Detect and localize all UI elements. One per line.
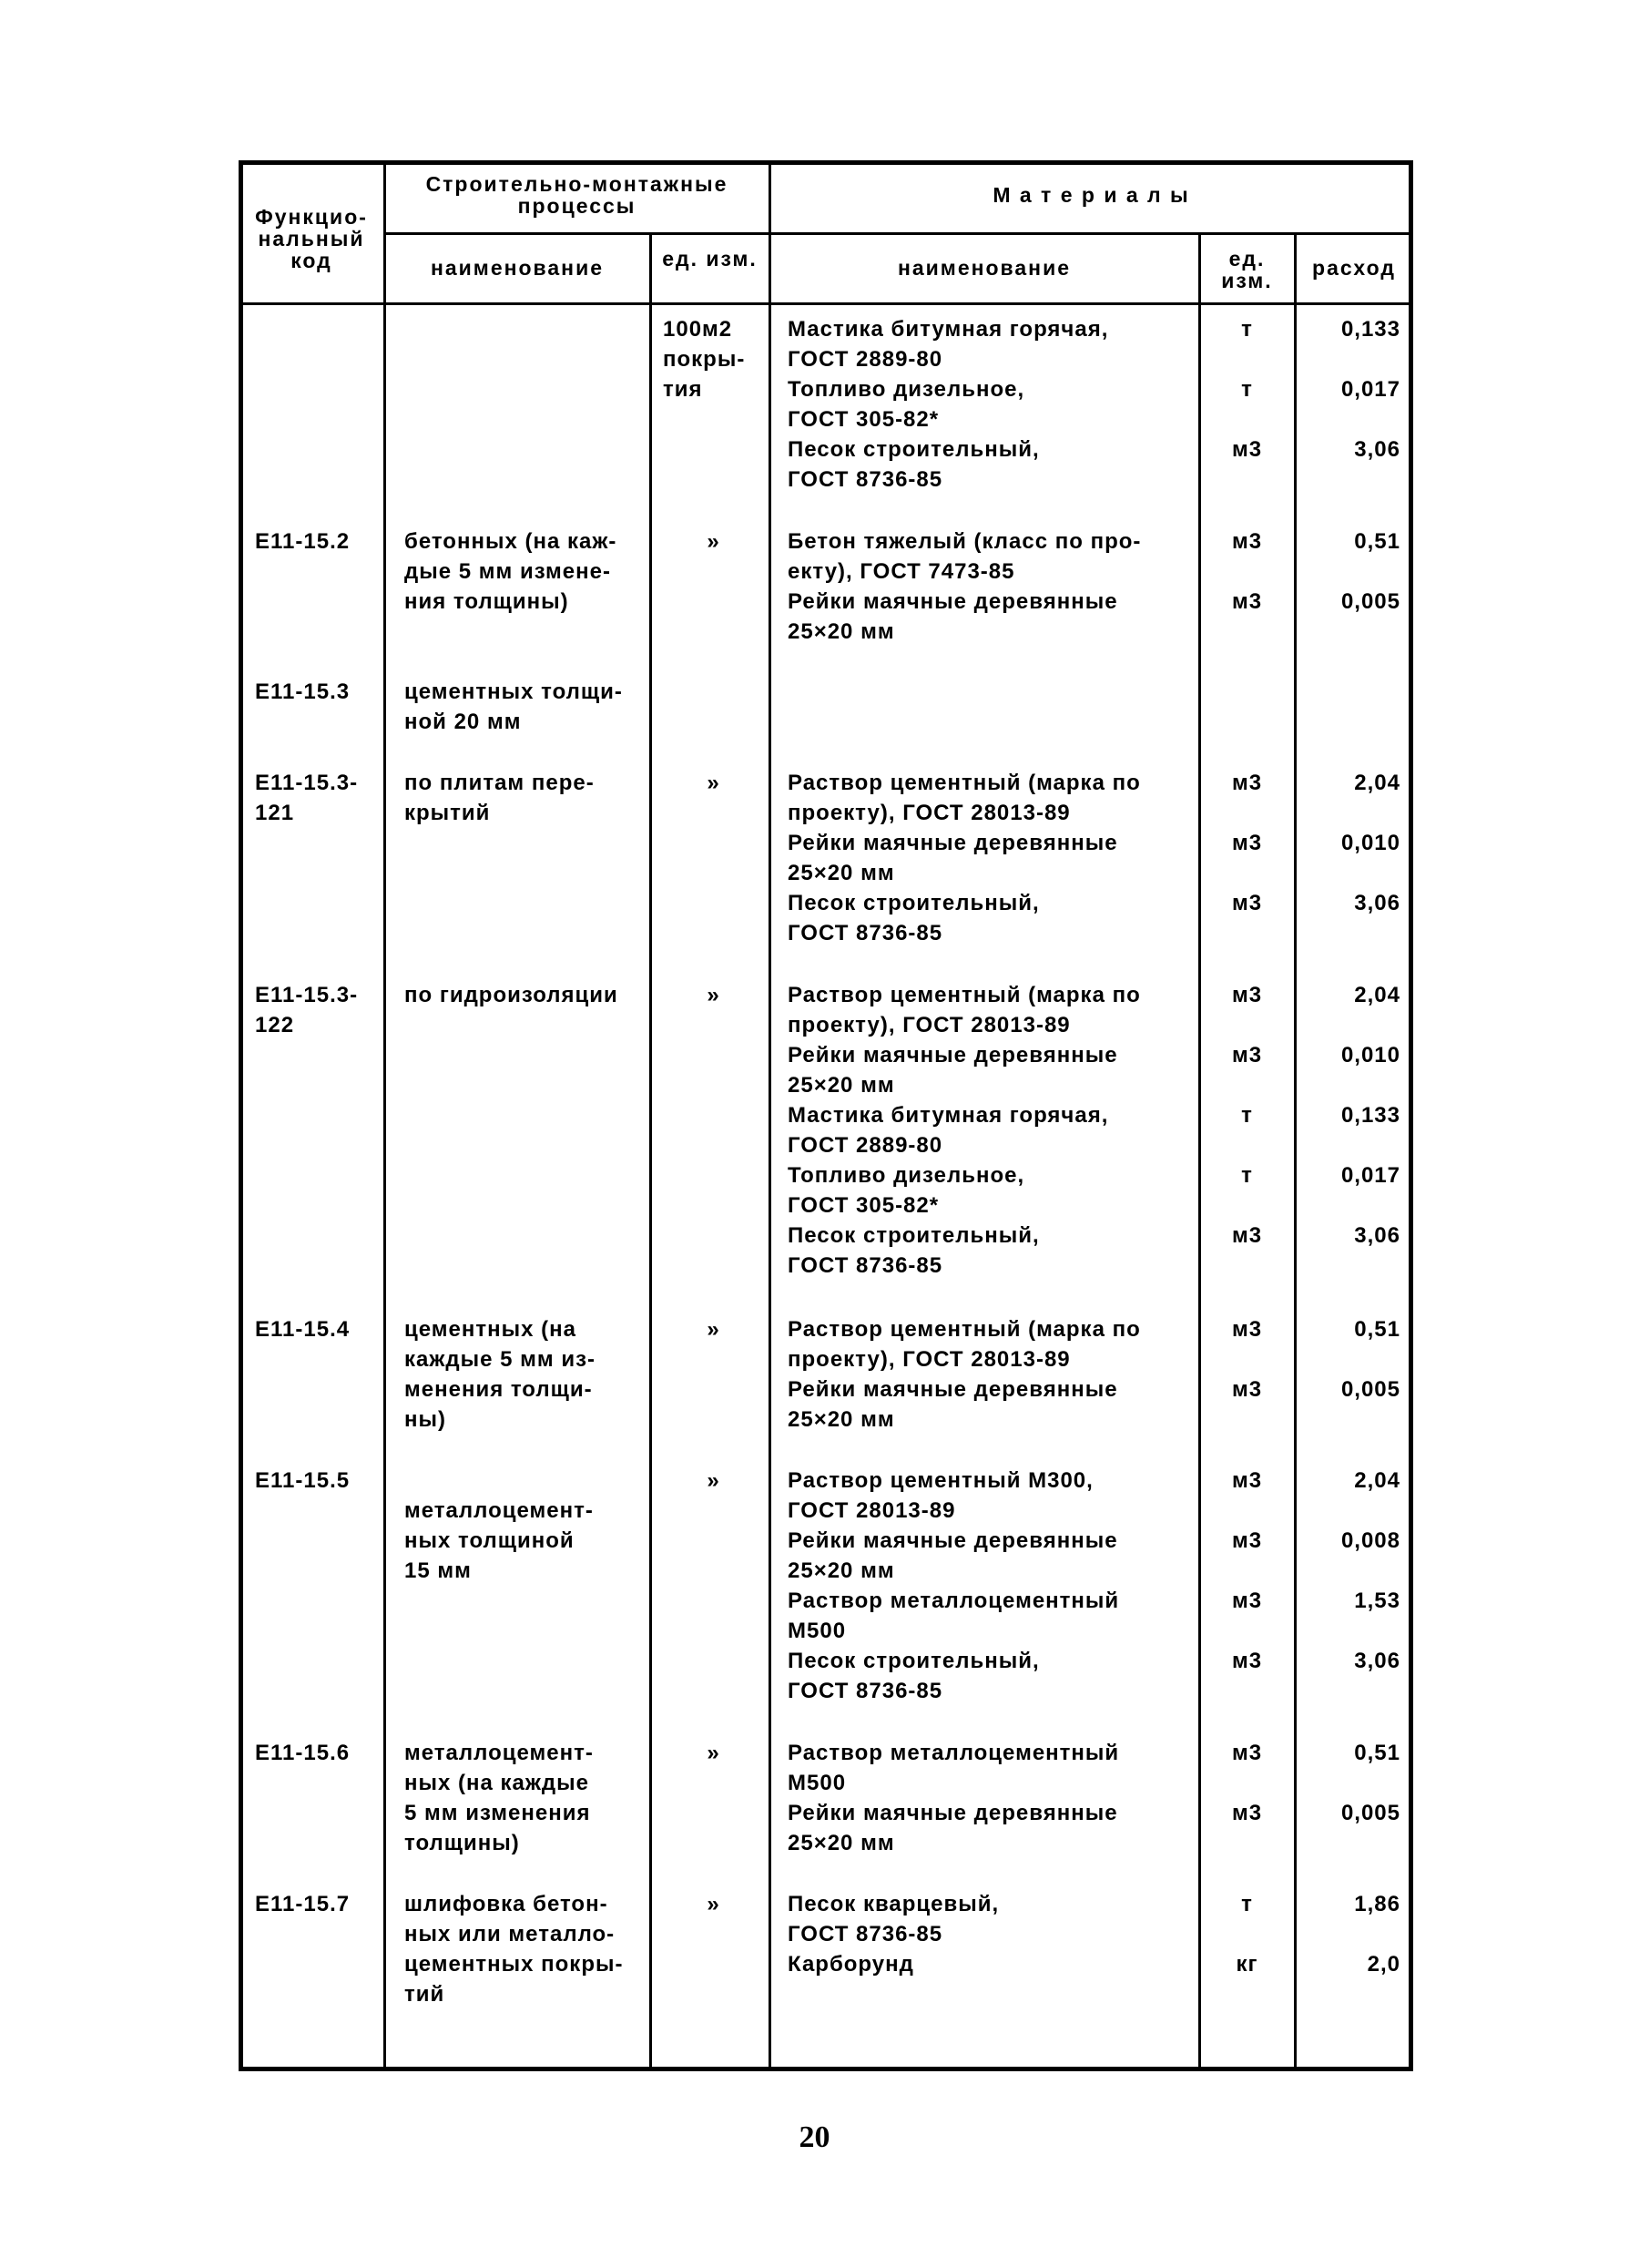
material-qty: 0,005 — [1340, 1801, 1400, 1825]
material-unit: м3 — [1231, 1649, 1263, 1673]
material-name: Мастика битумная горячая, ГОСТ 2889-80 — [788, 1103, 1109, 1158]
material-qty: 0,008 — [1340, 1528, 1400, 1553]
material-qty: 0,133 — [1340, 1103, 1400, 1128]
header-mat-unit: ед. изм. — [1221, 247, 1273, 292]
material-name: Песок кварцевый, ГОСТ 8736-85 — [788, 1892, 1000, 1946]
material-qty: 3,06 — [1354, 891, 1400, 915]
row-process-name: цементных (на каждые 5 мм из- менения толщи- ны) — [404, 1317, 596, 1432]
row-process-unit: » — [707, 983, 720, 1007]
material-unit: т — [1241, 317, 1253, 342]
table-divider — [384, 232, 1413, 235]
material-name: Рейки маячные деревянные 25×20 мм — [788, 1801, 1118, 1855]
row-code: Е11-15.2 — [255, 529, 351, 554]
row-process-unit: » — [707, 1741, 720, 1765]
material-name: Рейки маячные деревянные 25×20 мм — [788, 1043, 1118, 1098]
material-name: Бетон тяжелый (класс по про- екту), ГОСТ 7473-85 — [788, 529, 1142, 584]
row-code: Е11-15.4 — [255, 1317, 351, 1342]
material-name: Раствор цементный (марка по проекту), ГОСТ 28013-89 — [788, 771, 1141, 825]
material-qty: 3,06 — [1354, 1649, 1400, 1673]
row-code: Е11-15.5 — [255, 1468, 351, 1493]
material-unit: т — [1241, 1163, 1253, 1188]
row-process-unit: » — [707, 1468, 720, 1493]
material-unit: м3 — [1231, 1741, 1263, 1765]
material-qty: 0,017 — [1340, 377, 1400, 402]
material-unit: т — [1241, 1103, 1253, 1128]
header-consumption: расход — [1312, 256, 1396, 280]
row-process-unit: » — [707, 771, 720, 795]
page-number: 20 — [799, 2120, 830, 2154]
material-unit: кг — [1236, 1952, 1258, 1977]
material-name: Рейки маячные деревянные 25×20 мм — [788, 831, 1118, 885]
row-code: Е11-15.3 — [255, 679, 351, 704]
material-unit: м3 — [1231, 1801, 1263, 1825]
row-process-unit: » — [707, 1317, 720, 1342]
material-name: Песок строительный, ГОСТ 8736-85 — [788, 437, 1040, 492]
material-name: Рейки маячные деревянные 25×20 мм — [788, 1528, 1118, 1583]
material-unit: м3 — [1231, 529, 1263, 554]
material-name: Мастика битумная горячая, ГОСТ 2889-80 — [788, 317, 1109, 372]
table-divider — [239, 302, 1413, 305]
material-qty: 2,04 — [1354, 771, 1400, 795]
row-process-name: металлоцемент- ных (на каждые 5 мм изменения толщины) — [404, 1741, 594, 1855]
material-unit: м3 — [1231, 831, 1263, 855]
material-unit: м3 — [1231, 1377, 1263, 1402]
material-qty: 0,51 — [1354, 529, 1400, 554]
row-process-name: металлоцемент- ных толщиной 15 мм — [404, 1498, 594, 1583]
material-qty: 3,06 — [1354, 1223, 1400, 1248]
row-process-unit: 100м2 покры- тия — [663, 317, 746, 402]
material-qty: 3,06 — [1354, 437, 1400, 462]
row-process-unit: » — [707, 1892, 720, 1916]
material-unit: м3 — [1231, 891, 1263, 915]
material-unit: м3 — [1231, 1317, 1263, 1342]
material-unit: м3 — [1231, 1223, 1263, 1248]
material-unit: т — [1241, 377, 1253, 402]
material-qty: 0,005 — [1340, 1377, 1400, 1402]
material-name: Раствор металлоцементный М500 — [788, 1741, 1120, 1795]
material-name: Раствор металлоцементный М500 — [788, 1589, 1120, 1643]
material-qty: 0,51 — [1354, 1741, 1400, 1765]
table-divider — [1198, 233, 1201, 2071]
material-qty: 2,04 — [1354, 983, 1400, 1007]
material-qty: 2,0 — [1367, 1952, 1400, 1977]
material-qty: 0,010 — [1340, 831, 1400, 855]
row-process-name: по гидроизоляции — [404, 983, 618, 1007]
row-code: Е11-15.7 — [255, 1892, 351, 1916]
material-qty: 1,53 — [1354, 1589, 1400, 1613]
material-unit: т — [1241, 1892, 1253, 1916]
material-qty: 2,04 — [1354, 1468, 1400, 1493]
material-unit: м3 — [1231, 437, 1263, 462]
material-name: Топливо дизельное, ГОСТ 305-82* — [788, 1163, 1025, 1218]
header-processes: Строительно-монтажные процессы — [425, 172, 728, 218]
material-name: Карборунд — [788, 1952, 914, 1977]
material-name: Песок строительный, ГОСТ 8736-85 — [788, 1649, 1040, 1703]
header-mat-name: наименование — [897, 256, 1072, 280]
material-qty: 0,010 — [1340, 1043, 1400, 1068]
material-qty: 0,017 — [1340, 1163, 1400, 1188]
row-code: Е11-15.6 — [255, 1741, 351, 1765]
row-process-name: шлифовка бетон- ных или металло- цементных покры- тий — [404, 1892, 624, 2007]
material-qty: 0,133 — [1340, 317, 1400, 342]
row-code: Е11-15.3- 122 — [255, 983, 359, 1037]
material-name: Раствор цементный (марка по проекту), ГОСТ 28013-89 — [788, 983, 1141, 1037]
row-process-unit: » — [707, 529, 720, 554]
material-unit: м3 — [1231, 589, 1263, 614]
table-divider — [383, 160, 386, 2071]
header-proc-name: наименование — [430, 256, 605, 280]
table-divider — [1294, 233, 1297, 2071]
material-unit: м3 — [1231, 1589, 1263, 1613]
table-divider — [649, 233, 652, 2071]
material-unit: м3 — [1231, 771, 1263, 795]
material-unit: м3 — [1231, 1528, 1263, 1553]
material-unit: м3 — [1231, 983, 1263, 1007]
row-process-name: бетонных (на каж- дые 5 мм измене- ния толщины) — [404, 529, 617, 614]
row-code: Е11-15.3- 121 — [255, 771, 359, 825]
material-qty: 1,86 — [1354, 1892, 1400, 1916]
material-name: Раствор цементный М300, ГОСТ 28013-89 — [788, 1468, 1094, 1523]
material-qty: 0,51 — [1354, 1317, 1400, 1342]
material-name: Песок строительный, ГОСТ 8736-85 — [788, 1223, 1040, 1278]
header-func-code: Функцио- нальный код — [255, 205, 368, 272]
material-name: Рейки маячные деревянные 25×20 мм — [788, 589, 1118, 644]
header-materials: М а т е р и а л ы — [993, 183, 1190, 207]
material-name: Раствор цементный (марка по проекту), ГОСТ 28013-89 — [788, 1317, 1141, 1372]
material-name: Песок строительный, ГОСТ 8736-85 — [788, 891, 1040, 945]
row-process-name: цементных толщи- ной 20 мм — [404, 679, 623, 734]
material-name: Рейки маячные деревянные 25×20 мм — [788, 1377, 1118, 1432]
material-unit: м3 — [1231, 1043, 1263, 1068]
material-qty: 0,005 — [1340, 589, 1400, 614]
row-process-name: по плитам пере- крытий — [404, 771, 595, 825]
material-unit: м3 — [1231, 1468, 1263, 1493]
material-name: Топливо дизельное, ГОСТ 305-82* — [788, 377, 1025, 432]
table-divider — [769, 160, 771, 2071]
header-proc-unit: ед. изм. — [662, 247, 758, 271]
